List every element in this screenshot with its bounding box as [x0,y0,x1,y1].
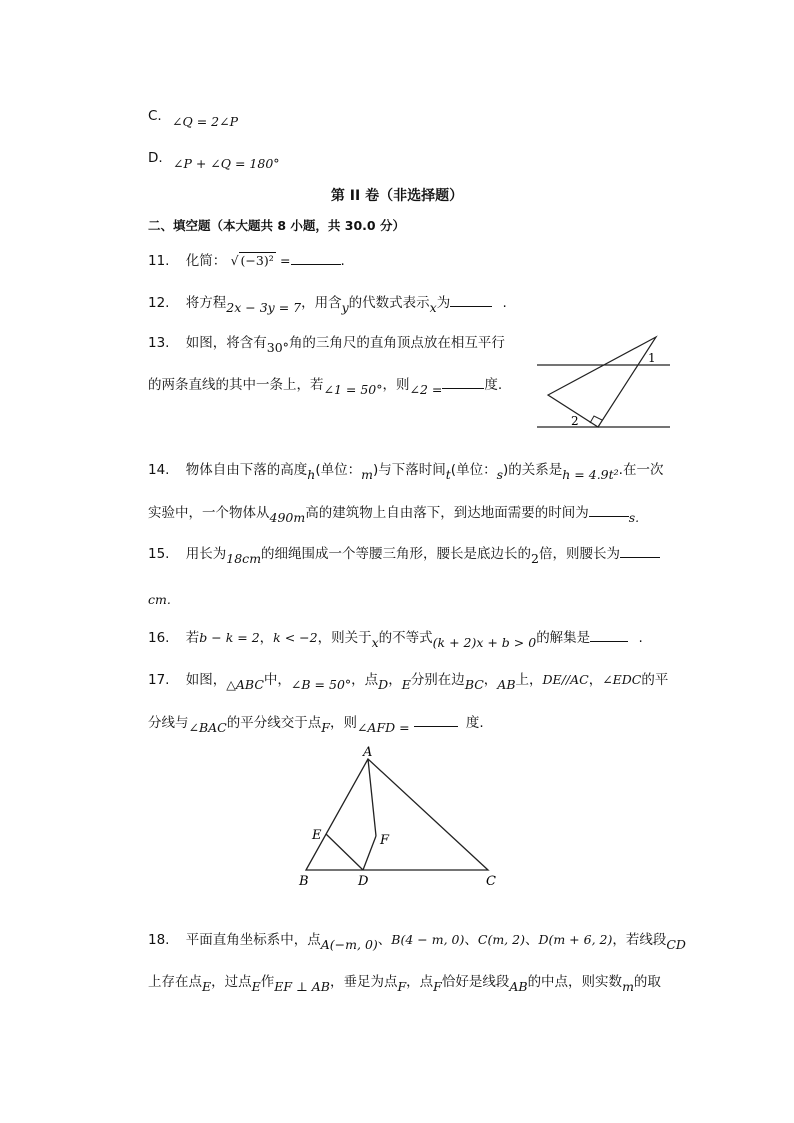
q15-text-2: 的细绳围成一个等腰三角形，腰长是底边长的 [261,546,532,562]
q17-text-7: 上， [515,672,543,688]
q13-answer-blank[interactable] [442,374,484,389]
q17-text-1: 如图， [185,672,227,688]
q12-text-1: 将方程 [185,295,227,311]
q12-var-x: x [429,300,437,315]
q11-text: 化简： [185,253,227,269]
q17-angle-afd: ∠AFD = [356,720,410,735]
segment-af [368,759,376,836]
q15-text-3: 倍，则腰长为 [539,546,620,562]
q16-var: x [371,635,379,650]
q17-text-10: 分线与 [148,715,189,731]
q18-text-4: ，过点 [211,974,252,990]
q18-text-3: 上存在点 [148,974,202,990]
q17-text-5: 分别在边 [410,672,465,688]
q17-angle-edc: ∠EDC [602,672,642,687]
question-18-line-1 [148,930,686,950]
q11-number: 11. [148,253,170,269]
q16-text-1: 若 [185,630,200,646]
sqrt-sign: √ [230,253,239,268]
label-f: F [380,833,390,848]
q16-answer-blank[interactable] [590,627,628,642]
q13-text-1: 如图，将含有 [185,335,267,351]
question-17-line-1 [148,670,668,690]
q18-text-5: 作 [260,974,275,990]
q17-text-4: ， [388,672,402,688]
q18-point-f-2: F [433,979,442,994]
question-16 [148,627,643,648]
q15-unit: cm. [148,592,171,607]
q14-number: 14. [148,462,170,478]
q17-number: 17. [148,672,170,688]
q12-answer-blank[interactable] [450,292,492,307]
q12-text-3: 的代数式表示 [348,295,430,311]
section-heading: 二、填空题（本大题共 8 小题，共 30.0 分） [148,218,405,233]
q18-var-m: m [622,979,634,994]
q18-point-c: C(m, 2) [477,932,525,947]
q18-segment-cd: CD [666,937,686,952]
q17-text-11: 的平分线交于点 [226,715,322,731]
q17-text-12: ，则 [329,715,357,731]
label-b: B [299,874,309,889]
q13-text-5: 度. [484,377,503,393]
option-d-expr: ∠P + ∠Q = 180° [172,156,280,171]
triangle-abc [306,759,488,870]
option-d-label: D. [148,150,163,166]
question-13-line-2 [148,374,502,395]
section-title: 第 II 卷（非选择题） [330,188,464,204]
q14-text-5: 实验中，一个物体从 [148,505,270,521]
q13-angle-1: ∠1 = 50° [323,382,383,397]
q17-text-9: 的平 [641,672,669,688]
q14-unit-m: m [361,467,373,482]
q12-end: . [502,295,507,311]
q14-text-1: 物体自由下落的高度 [185,462,308,478]
q15-times: 2 [531,551,539,566]
q12-number: 12. [148,295,170,311]
q14-text-3: )的关系是 [503,462,563,478]
q14-unit-s: s [496,467,503,482]
q12-text-4: 为 [436,295,451,311]
q17-text-3: ，点 [351,672,379,688]
q18-segment-ab: AB [509,979,528,994]
q18-point-a: A(−m, 0) [320,937,378,952]
q17-text-13: 度. [465,715,484,731]
question-15-line-2 [148,590,171,610]
q13-text-4: ，则 [382,377,410,393]
question-18-line-2 [148,972,661,992]
q12-text-2: ，用含 [301,295,342,311]
q14-text-2: )与下落时间 [372,462,446,478]
q17-point-e: E [401,677,411,692]
segment-de [326,834,363,870]
q16-text-5: 的解集是 [536,630,591,646]
q16-cond-2: k < −2 [273,630,318,645]
q12-var-y: y [341,300,349,315]
q16-text-4: 的不等式 [378,630,433,646]
question-17-line-2 [148,712,484,733]
q17-angle-b: ∠B = 50° [290,677,352,692]
q18-point-e-2: E [251,979,261,994]
angle-1-label: 1 [648,351,656,365]
q17-figure [290,742,510,892]
q15-text-1: 用长为 [185,546,227,562]
q18-point-f-1: F [397,979,407,994]
q18-point-d: D(m + 6, 2) [538,932,613,947]
option-c-expr: ∠Q = 2∠P [172,114,238,129]
q13-angle-2: ∠2 = [409,382,443,397]
q14-unit: s. [628,510,640,525]
option-c-label: C. [148,108,162,124]
q18-text-9: 的中点，则实数 [527,974,623,990]
q18-text-7: ，点 [406,974,434,990]
q14-formula: h = 4.9t² [562,467,619,482]
triangle-ruler [548,337,656,427]
q18-sep-2: 、 [464,932,478,948]
q13-text-2: 角的三角尺的直角顶点放在相互平行 [288,335,505,351]
label-c: C [486,874,496,889]
label-a: A [363,745,373,760]
q16-cond-1: b − k = 2 [199,630,260,645]
question-14-line-2 [148,502,639,523]
q18-sep-1: 、 [377,932,392,948]
q18-text-8: 恰好是线段 [441,974,510,990]
angle-2-label: 2 [571,414,579,428]
question-14-line-1 [148,460,663,480]
question-12 [148,292,507,313]
q16-end: . [638,630,643,646]
question-11 [148,250,345,271]
q17-side-bc: BC [464,677,484,692]
q16-inequality: (k + 2)x + b > 0 [432,635,537,650]
q17-side-ab: AB [497,677,516,692]
q15-length: 18cm [226,551,262,566]
q17-point-d: D [378,677,389,692]
q17-text-6: ， [483,672,498,688]
q18-point-e-1: E [202,979,212,994]
q18-text-10: 的取 [633,974,661,990]
q17-text-8: ， [588,672,603,688]
label-d: D [358,874,369,889]
q18-point-b: B(4 − m, 0) [391,932,465,947]
label-e: E [312,828,322,843]
q17-point-f: F [321,720,330,735]
q18-text-1: 平面直角坐标系中，点 [185,932,321,948]
q15-answer-blank[interactable] [620,543,660,558]
q13-degree: 30° [266,340,289,355]
q16-text-3: ，则关于 [317,630,372,646]
q17-answer-blank[interactable] [414,712,458,727]
q14-text-4: .在一次 [618,462,664,478]
right-angle-mark [590,416,602,423]
q13-number: 13. [148,335,170,351]
q14-unit-open-1: (单位： [315,462,362,478]
option-d [148,148,280,171]
q18-text-6: ，垂足为点 [329,974,398,990]
question-13-line-1 [148,333,505,353]
q14-unit-open-2: (单位： [450,462,497,478]
q11-eq: = [280,253,291,268]
q18-perpendicular: EF ⊥ AB [274,979,330,994]
q18-text-2: ，若线段 [612,932,667,948]
q12-equation: 2x − 3y = 7 [226,300,302,315]
q17-angle-bac: ∠BAC [188,720,227,735]
q14-height: 490m [269,510,306,525]
q17-triangle: △ABC [226,677,264,692]
q13-text-3: 的两条直线的其中一条上，若 [148,377,324,393]
q14-text-6: 高的建筑物上自由落下，到达地面需要的时间为 [305,505,589,521]
q16-text-2: ， [259,630,274,646]
q17-text-2: 中， [263,672,291,688]
q17-parallel: DE//AC [542,672,589,687]
q18-sep-3: 、 [524,932,539,948]
q15-number: 15. [148,546,170,562]
q11-answer-blank[interactable] [291,250,341,265]
q11-end: . [340,253,345,269]
q13-figure [530,330,680,435]
q11-radicand: (−3)² [240,253,274,268]
q18-number: 18. [148,932,170,948]
option-c [148,106,238,129]
segment-df [363,836,376,870]
q14-t: t [445,467,451,482]
q14-answer-blank[interactable] [589,502,629,517]
q14-h: h [307,467,316,482]
question-15-line-1 [148,543,660,564]
q16-number: 16. [148,630,170,646]
